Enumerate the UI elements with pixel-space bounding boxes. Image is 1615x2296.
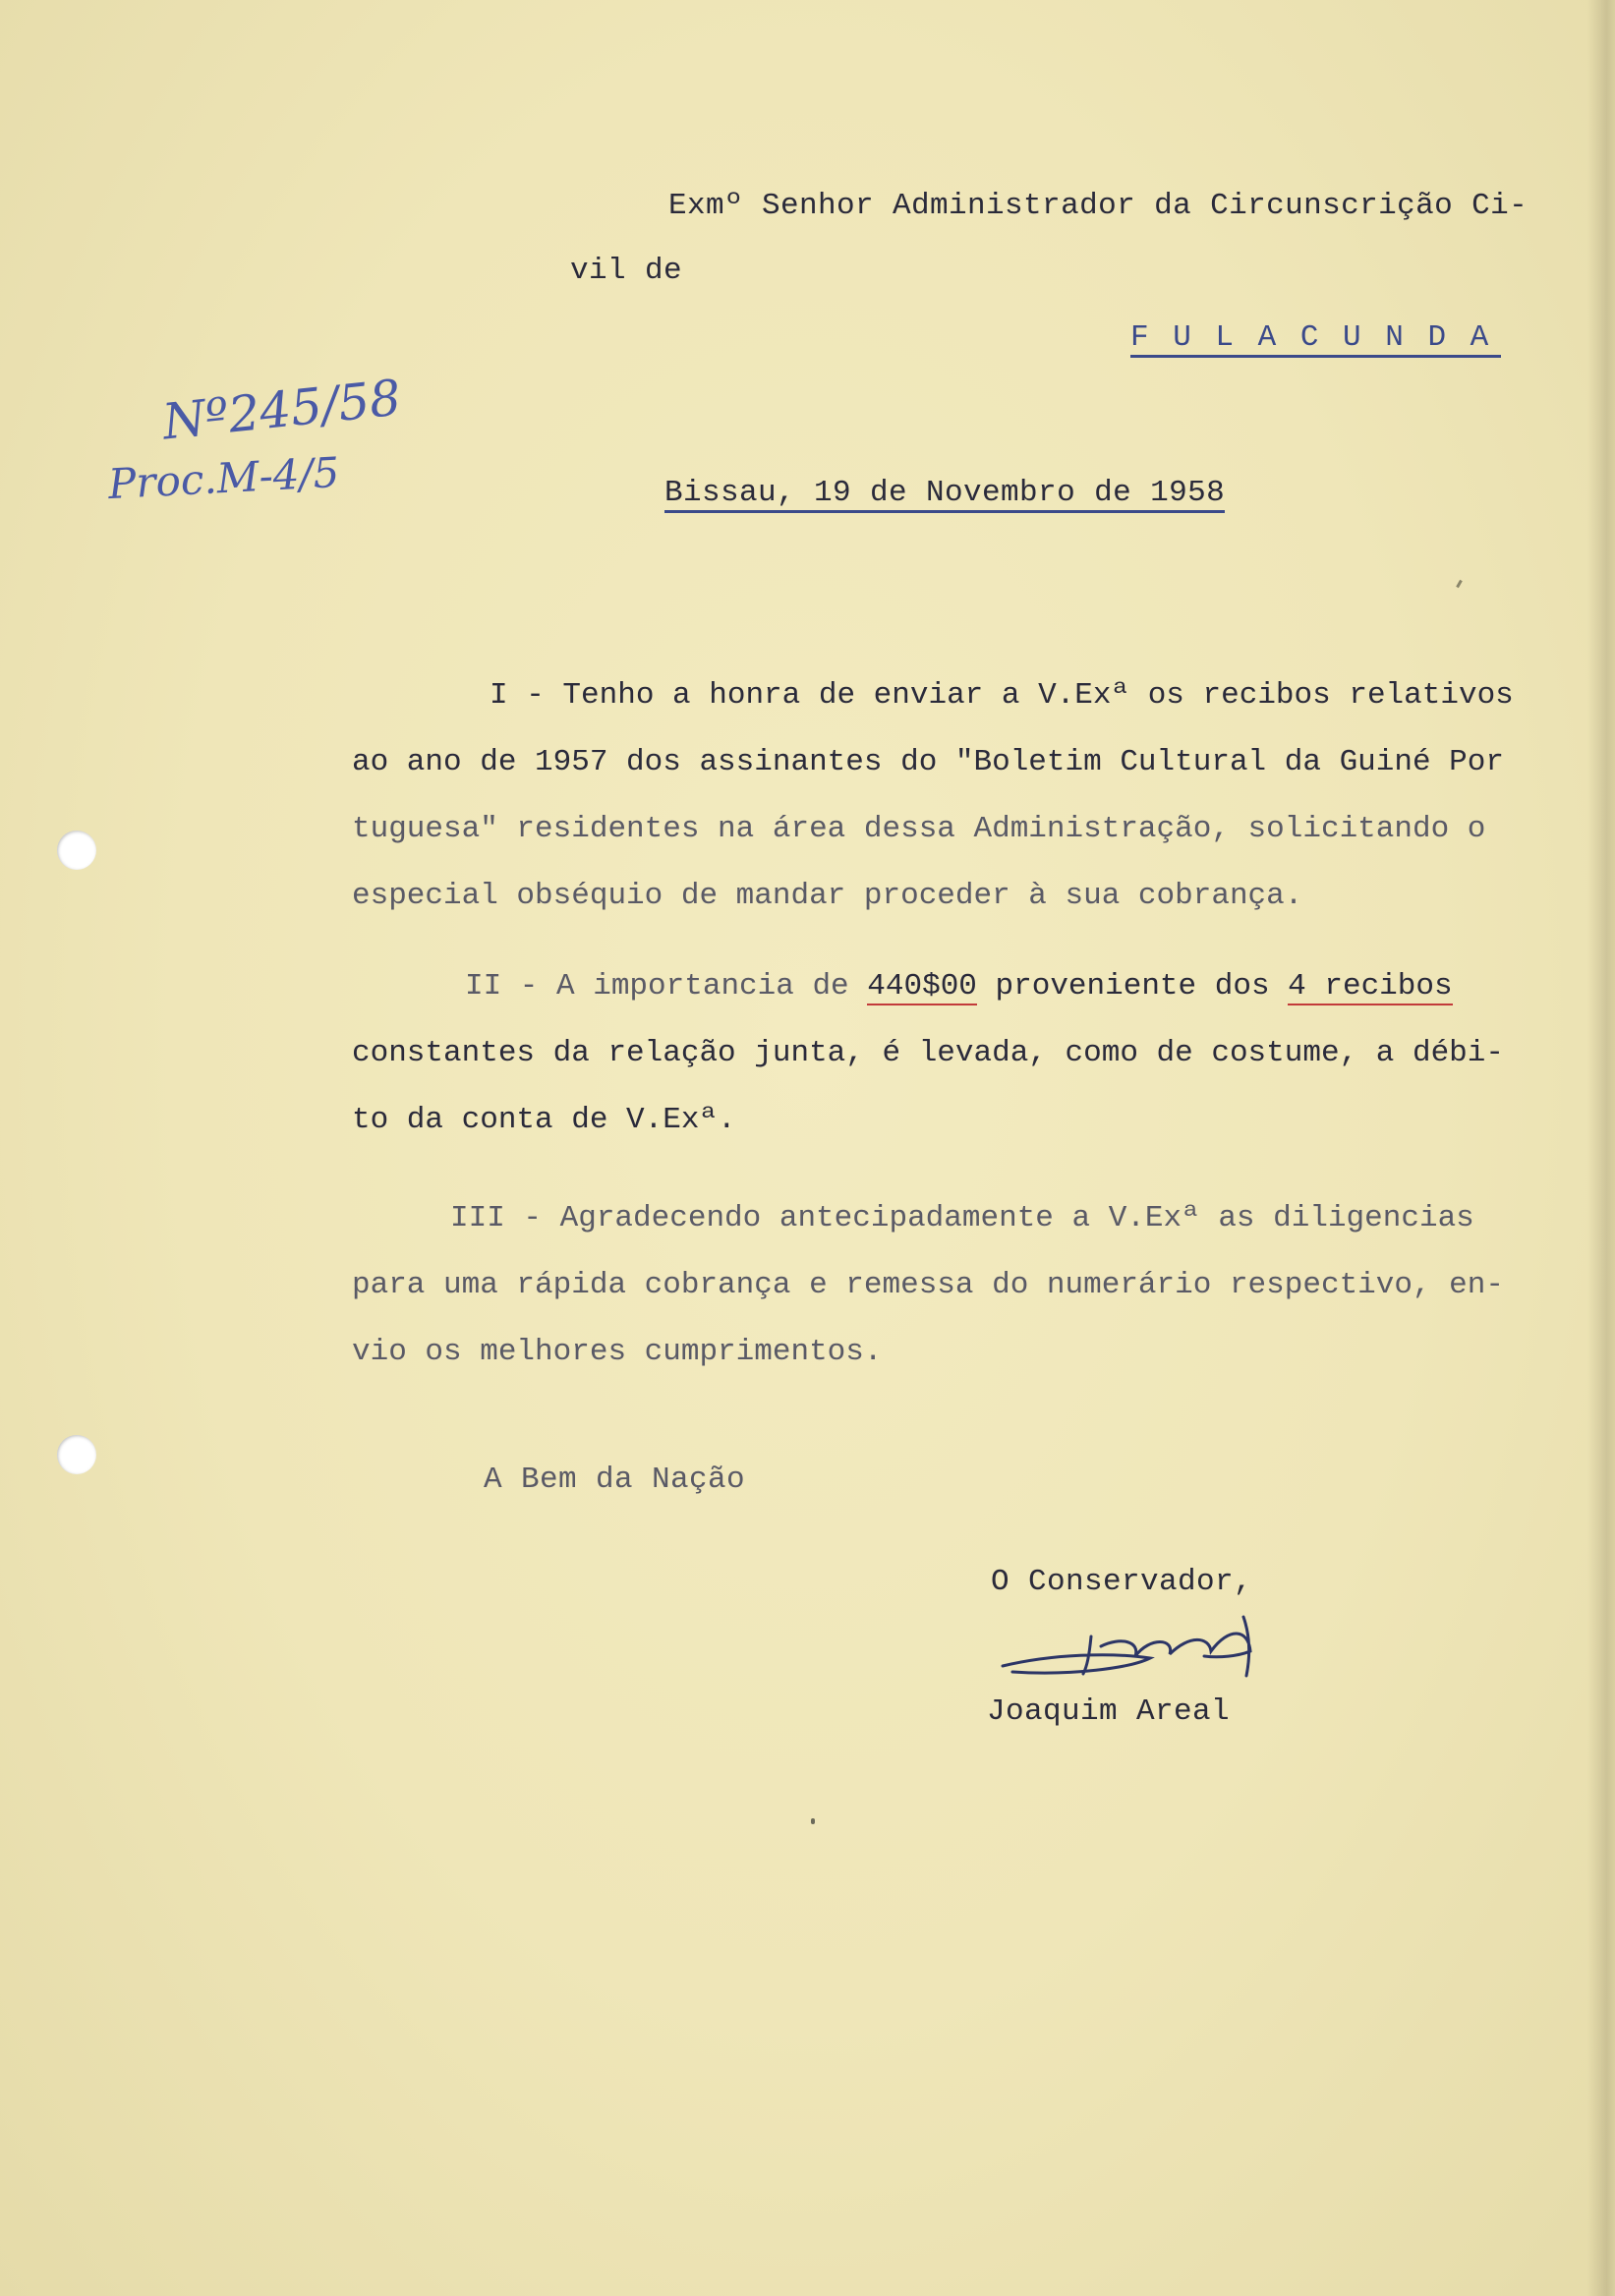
- destination: F U L A C U N D A: [1130, 320, 1501, 358]
- amount: 440$00: [867, 969, 977, 1004]
- addressee-line-2: vil de: [570, 254, 683, 288]
- date-line: Bissau, 19 de Novembro de 1958: [664, 476, 1225, 513]
- page-edge-shadow: [1587, 0, 1615, 2296]
- punch-hole-bottom: [57, 1435, 96, 1474]
- handwritten-signature: [993, 1597, 1307, 1705]
- paper-speck: [811, 1818, 815, 1824]
- signatory-name: Joaquim Areal: [987, 1694, 1231, 1729]
- closing-salutation: A Bem da Nação: [484, 1463, 746, 1497]
- paragraph-3-line-2: para uma rápida cobrança e remessa do numerário respectivo, en-: [352, 1268, 1504, 1302]
- receipt-count: 4 recibos: [1288, 969, 1453, 1004]
- paragraph-2-line-1-start: II - A importancia de: [465, 969, 868, 1004]
- paragraph-1-line-3: tuguesa" residentes na área dessa Administração, solicitando o: [352, 812, 1486, 846]
- punch-hole-top: [57, 831, 96, 870]
- paragraph-1: [352, 662, 1581, 930]
- paragraph-2-line-1: [352, 953, 1581, 1020]
- paragraph-1-line-1: I - Tenho a honra de enviar a V.Exª os recibos relativos: [490, 678, 1514, 713]
- paragraph-2: [352, 953, 1581, 1154]
- paragraph-3-line-3: vio os melhores cumprimentos.: [352, 1335, 883, 1369]
- paragraph-2-line-1-mid: proveniente dos: [976, 969, 1289, 1004]
- paragraph-3: [352, 1185, 1581, 1386]
- paragraph-1-line-4: especial obséquio de mandar proceder à sua cobrança.: [352, 879, 1303, 913]
- paragraph-2-line-3: to da conta de V.Exª.: [352, 1103, 736, 1137]
- signatory-title: O Conservador,: [991, 1565, 1253, 1599]
- paragraph-2-line-2: constantes da relação junta, é levada, como de costume, a débi-: [352, 1036, 1504, 1070]
- handwritten-process: [107, 448, 341, 508]
- paragraph-3-line-1: III - Agradecendo antecipadamente a V.Exª as diligencias: [450, 1201, 1474, 1235]
- addressee-line-1: Exmº Senhor Administrador da Circunscrição Ci-: [668, 189, 1528, 223]
- handwritten-reference: [160, 369, 404, 450]
- paragraph-1-line-2: ao ano de 1957 dos assinantes do "Boletim Cultural da Guiné Por: [352, 745, 1504, 779]
- paper-speck: [1456, 580, 1463, 588]
- handwritten-process-text: Proc.M-4/5: [106, 447, 341, 509]
- handwritten-number: Nº245/58: [159, 369, 404, 451]
